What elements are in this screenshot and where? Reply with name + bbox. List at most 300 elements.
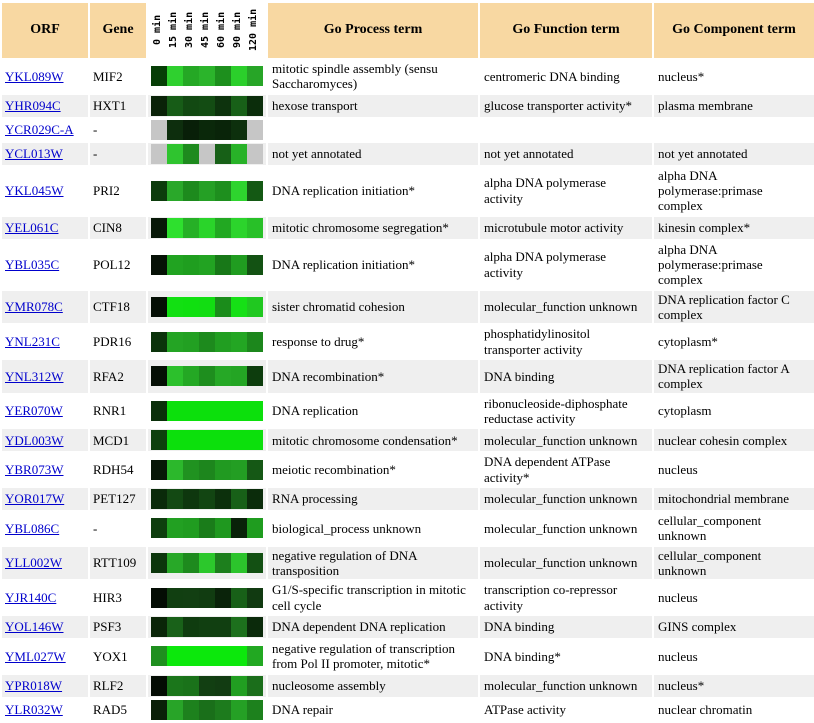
heatmap-cell xyxy=(247,588,263,608)
heatmap-cell xyxy=(151,181,167,201)
orf-cell xyxy=(2,325,88,358)
heatmap-cell xyxy=(183,218,199,238)
orf-cell xyxy=(2,429,88,451)
orf-cell xyxy=(2,675,88,697)
heatmap-cell xyxy=(167,120,183,140)
go-function-cell: molecular_function unknown xyxy=(484,520,638,536)
heatmap-cell xyxy=(231,646,247,666)
heatmap-cell xyxy=(199,66,215,86)
heatmap-cell xyxy=(151,676,167,696)
heatmap-cell xyxy=(231,120,247,140)
expression-heatmap-strip xyxy=(151,120,263,140)
heatmap-cell xyxy=(183,460,199,480)
table-row xyxy=(2,360,814,393)
heatmap-cell xyxy=(231,489,247,509)
orf-link[interactable]: YOL146W xyxy=(5,619,64,635)
orf-link[interactable]: YLL002W xyxy=(5,555,63,571)
go-component-cell: GINS complex xyxy=(654,616,814,638)
expression-heatmap-strip xyxy=(151,460,263,480)
heatmap-cell-group xyxy=(148,143,266,165)
heatmap-cell xyxy=(215,144,231,164)
heatmap-cell xyxy=(247,66,263,86)
go-process-cell: sister chromatid cohesion xyxy=(268,291,478,324)
expression-heatmap-strip xyxy=(151,617,263,637)
go-process-cell: DNA replication xyxy=(272,403,359,419)
orf-cell xyxy=(2,143,88,165)
heatmap-cell xyxy=(247,700,263,720)
gene-expression-page xyxy=(0,1,814,723)
expression-heatmap-strip xyxy=(151,332,263,352)
heatmap-cell-group xyxy=(148,699,266,721)
heatmap-cell xyxy=(183,518,199,538)
orf-link[interactable]: YKL089W xyxy=(5,68,64,84)
heatmap-cell xyxy=(151,96,167,116)
heatmap-cell xyxy=(231,460,247,480)
gene-cell: - xyxy=(93,121,98,137)
go-function-cell: alpha DNA polymerase activity xyxy=(484,175,607,206)
heatmap-cell xyxy=(151,460,167,480)
expression-heatmap-strip xyxy=(151,181,263,201)
go-component-cell: cytoplasm xyxy=(658,403,712,419)
heatmap-cell xyxy=(215,332,231,352)
heatmap-cell xyxy=(199,489,215,509)
heatmap-cell-group xyxy=(148,360,266,393)
go-component-cell: kinesin complex* xyxy=(654,217,814,239)
table-row xyxy=(2,95,814,117)
heatmap-cell xyxy=(231,255,247,275)
heatmap-cell xyxy=(167,489,183,509)
heatmap-cell xyxy=(215,218,231,238)
heatmap-cell xyxy=(151,66,167,86)
heatmap-cell xyxy=(167,66,183,86)
table-row xyxy=(2,640,814,673)
heatmap-cell xyxy=(231,181,247,201)
expression-heatmap-strip xyxy=(151,366,263,386)
go-component-cell: alpha DNA polymerase:primase complex xyxy=(658,241,763,288)
orf-cell xyxy=(2,581,88,614)
go-process-cell xyxy=(268,119,478,141)
heatmap-cell xyxy=(183,96,199,116)
go-function-cell: not yet annotated xyxy=(480,143,652,165)
go-component-cell: nuclear chromatin xyxy=(658,701,753,717)
heatmap-cell xyxy=(199,96,215,116)
heatmap-cell-group xyxy=(148,488,266,510)
orf-link[interactable]: YBL035C xyxy=(5,256,60,272)
go-process-cell: mitotic spindle assembly (sensu Saccharomyces) xyxy=(272,61,438,92)
heatmap-cell xyxy=(199,297,215,317)
go-process-cell: RNA processing xyxy=(268,488,478,510)
heatmap-cell xyxy=(247,332,263,352)
heatmap-cell xyxy=(199,676,215,696)
heatmap-cell-missing xyxy=(247,120,263,140)
heatmap-cell xyxy=(167,553,183,573)
go-process-cell: response to drug* xyxy=(272,333,365,349)
orf-link[interactable]: YER070W xyxy=(5,403,63,419)
go-process-cell: mitotic chromosome condensation* xyxy=(268,429,478,451)
heatmap-cell-group xyxy=(148,581,266,614)
heatmap-cell xyxy=(183,401,199,421)
expression-heatmap-strip xyxy=(151,144,263,164)
go-component-cell: cellular_component unknown xyxy=(654,547,814,580)
go-function-cell: microtubule motor activity xyxy=(480,217,652,239)
heatmap-cell xyxy=(183,366,199,386)
heatmap-cell xyxy=(199,518,215,538)
orf-link[interactable]: YLR032W xyxy=(5,701,63,717)
go-component-cell: nucleus xyxy=(658,589,698,605)
heatmap-cell xyxy=(151,366,167,386)
table-row xyxy=(2,581,814,614)
gene-cell: RDH54 xyxy=(93,461,134,477)
heatmap-cell xyxy=(183,700,199,720)
heatmap-cell xyxy=(151,518,167,538)
go-component-cell: cytoplasm* xyxy=(658,333,718,349)
heatmap-cell xyxy=(167,297,183,317)
table-row xyxy=(2,395,814,428)
orf-link[interactable]: YBL086C xyxy=(5,520,60,536)
orf-cell xyxy=(2,547,88,580)
heatmap-cell xyxy=(167,700,183,720)
heatmap-cell xyxy=(167,255,183,275)
heatmap-cell xyxy=(247,518,263,538)
gene-cell: CIN8 xyxy=(90,217,146,239)
table-row xyxy=(2,512,814,545)
orf-link[interactable]: YDL003W xyxy=(5,432,64,448)
go-process-cell: DNA replication initiation* xyxy=(272,256,415,272)
table-row xyxy=(2,241,814,289)
gene-cell: PDR16 xyxy=(93,333,132,349)
go-function-cell: ribonucleoside-diphosphate reductase activity xyxy=(484,395,628,426)
heatmap-cell xyxy=(183,489,199,509)
expression-heatmap-strip xyxy=(151,588,263,608)
table-row xyxy=(2,60,814,93)
column-header-timepoints xyxy=(148,3,266,58)
go-component-cell xyxy=(654,119,814,141)
heatmap-cell xyxy=(151,553,167,573)
expression-heatmap-strip xyxy=(151,430,263,450)
go-component-cell: nucleus xyxy=(658,461,698,477)
gene-cell: RFA2 xyxy=(90,360,146,393)
gene-cell: PRI2 xyxy=(93,182,120,198)
heatmap-cell xyxy=(199,181,215,201)
heatmap-cell xyxy=(231,553,247,573)
column-header-go-process: Go Process term xyxy=(268,3,478,58)
go-process-cell: DNA repair xyxy=(272,701,334,717)
expression-heatmap-strip xyxy=(151,297,263,317)
heatmap-cell-missing xyxy=(247,144,263,164)
heatmap-cell xyxy=(247,297,263,317)
go-function-cell: glucose transporter activity* xyxy=(480,95,652,117)
go-function-cell: phosphatidylinositol transporter activity xyxy=(484,326,591,357)
heatmap-cell xyxy=(215,297,231,317)
heatmap-cell xyxy=(183,332,199,352)
go-process-cell: G1/S-specific transcription in mitotic cell cycle xyxy=(272,582,466,613)
heatmap-cell-group xyxy=(148,217,266,239)
heatmap-cell-group xyxy=(148,547,266,580)
heatmap-cell xyxy=(215,96,231,116)
heatmap-cell xyxy=(183,297,199,317)
heatmap-cell xyxy=(183,66,199,86)
heatmap-cell xyxy=(167,218,183,238)
heatmap-cell xyxy=(247,255,263,275)
expression-heatmap-strip xyxy=(151,96,263,116)
heatmap-cell-group xyxy=(148,640,266,673)
gene-cell: RNR1 xyxy=(93,403,127,419)
table-row xyxy=(2,143,814,165)
heatmap-cell xyxy=(167,518,183,538)
go-function-cell: molecular_function unknown xyxy=(480,547,652,580)
heatmap-cell xyxy=(167,646,183,666)
table-row xyxy=(2,119,814,141)
heatmap-cell xyxy=(167,366,183,386)
go-function-cell: molecular_function unknown xyxy=(480,675,652,697)
heatmap-cell xyxy=(231,96,247,116)
heatmap-cell xyxy=(215,366,231,386)
expression-heatmap-strip xyxy=(151,255,263,275)
heatmap-cell xyxy=(215,181,231,201)
expression-heatmap-strip xyxy=(151,553,263,573)
heatmap-cell-group xyxy=(148,167,266,215)
orf-link[interactable]: YBR073W xyxy=(5,461,64,477)
heatmap-cell xyxy=(231,144,247,164)
orf-link[interactable]: YNL312W xyxy=(5,368,64,384)
heatmap-cell xyxy=(183,617,199,637)
heatmap-cell xyxy=(247,553,263,573)
heatmap-cell xyxy=(151,297,167,317)
timepoint-label: 0 min xyxy=(152,14,164,46)
timepoint-label: 90 min xyxy=(232,11,244,49)
heatmap-cell xyxy=(247,401,263,421)
orf-link[interactable]: YNL231C xyxy=(5,333,60,349)
heatmap-cell xyxy=(215,460,231,480)
heatmap-cell xyxy=(183,430,199,450)
heatmap-cell-group xyxy=(148,119,266,141)
heatmap-cell xyxy=(247,460,263,480)
heatmap-cell xyxy=(247,617,263,637)
heatmap-cell xyxy=(167,676,183,696)
gene-cell: PSF3 xyxy=(90,616,146,638)
heatmap-cell xyxy=(247,430,263,450)
gene-cell: CTF18 xyxy=(90,291,146,324)
gene-cell: - xyxy=(90,143,146,165)
heatmap-cell xyxy=(167,588,183,608)
heatmap-cell xyxy=(215,489,231,509)
heatmap-cell xyxy=(247,646,263,666)
heatmap-cell xyxy=(231,332,247,352)
expression-heatmap-strip xyxy=(151,218,263,238)
heatmap-cell xyxy=(231,518,247,538)
gene-cell: YOX1 xyxy=(93,648,128,664)
heatmap-cell xyxy=(151,332,167,352)
go-process-cell: negative regulation of transcription from Pol II promoter, mitotic* xyxy=(272,640,456,672)
gene-cell: RAD5 xyxy=(93,701,127,717)
heatmap-cell xyxy=(183,676,199,696)
heatmap-cell xyxy=(167,430,183,450)
heatmap-cell xyxy=(215,401,231,421)
go-function-cell: molecular_function unknown xyxy=(480,488,652,510)
heatmap-cell xyxy=(167,401,183,421)
go-component-cell: nucleus* xyxy=(654,675,814,697)
heatmap-cell xyxy=(167,460,183,480)
heatmap-cell xyxy=(199,430,215,450)
column-header-go-component: Go Component term xyxy=(654,3,814,58)
column-header-go-function: Go Function term xyxy=(480,3,652,58)
heatmap-cell xyxy=(183,646,199,666)
go-function-cell: alpha DNA polymerase activity xyxy=(484,249,607,280)
heatmap-cell-group xyxy=(148,453,266,486)
heatmap-cell xyxy=(151,700,167,720)
orf-cell xyxy=(2,512,88,545)
go-function-cell: DNA binding xyxy=(480,616,652,638)
heatmap-cell xyxy=(231,297,247,317)
go-function-cell: molecular_function unknown xyxy=(480,429,652,451)
heatmap-cell xyxy=(167,96,183,116)
go-component-cell: alpha DNA polymerase:primase complex xyxy=(658,167,763,214)
table-row xyxy=(2,616,814,638)
heatmap-cell xyxy=(215,553,231,573)
heatmap-cell xyxy=(247,676,263,696)
go-function-cell: transcription co-repressor activity xyxy=(484,582,618,613)
heatmap-cell-group xyxy=(148,291,266,324)
heatmap-cell xyxy=(199,588,215,608)
heatmap-cell xyxy=(167,617,183,637)
heatmap-cell-group xyxy=(148,616,266,638)
heatmap-cell xyxy=(151,588,167,608)
heatmap-cell xyxy=(215,646,231,666)
expression-heatmap-strip xyxy=(151,518,263,538)
gene-cell: RTT109 xyxy=(90,547,146,580)
heatmap-cell-group xyxy=(148,241,266,289)
heatmap-cell xyxy=(247,366,263,386)
heatmap-cell xyxy=(199,332,215,352)
heatmap-cell xyxy=(151,401,167,421)
heatmap-cell xyxy=(247,96,263,116)
heatmap-cell-group xyxy=(148,95,266,117)
heatmap-cell xyxy=(247,218,263,238)
heatmap-cell xyxy=(199,700,215,720)
orf-link[interactable]: YOR017W xyxy=(5,491,65,507)
orf-link[interactable]: YCR029C-A xyxy=(5,121,74,137)
table-row xyxy=(2,675,814,697)
go-process-cell: not yet annotated xyxy=(268,143,478,165)
heatmap-cell xyxy=(199,366,215,386)
heatmap-cell xyxy=(231,366,247,386)
gene-cell: MIF2 xyxy=(93,68,123,84)
gene-cell: MCD1 xyxy=(90,429,146,451)
heatmap-cell-group xyxy=(148,60,266,93)
go-component-cell: DNA replication factor C complex xyxy=(654,291,814,324)
orf-cell xyxy=(2,488,88,510)
table-row xyxy=(2,167,814,215)
heatmap-cell-group xyxy=(148,429,266,451)
heatmap-cell-group xyxy=(148,395,266,428)
orf-cell xyxy=(2,616,88,638)
orf-link[interactable]: YPR018W xyxy=(5,677,63,693)
go-component-cell: DNA replication factor A complex xyxy=(654,360,814,393)
expression-heatmap-strip xyxy=(151,646,263,666)
table-row xyxy=(2,291,814,324)
heatmap-cell xyxy=(167,181,183,201)
expression-heatmap-strip xyxy=(151,66,263,86)
heatmap-cell xyxy=(183,255,199,275)
orf-cell xyxy=(2,360,88,393)
heatmap-cell-missing xyxy=(151,120,167,140)
go-process-cell: biological_process unknown xyxy=(272,520,422,536)
orf-link[interactable]: YKL045W xyxy=(5,182,64,198)
orf-link[interactable]: YJR140C xyxy=(5,589,57,605)
heatmap-cell xyxy=(231,700,247,720)
heatmap-cell xyxy=(167,144,183,164)
orf-cell xyxy=(2,167,88,215)
timepoint-label: 45 min xyxy=(200,11,212,49)
heatmap-cell xyxy=(215,617,231,637)
expression-heatmap-strip xyxy=(151,489,263,509)
heatmap-cell xyxy=(231,430,247,450)
heatmap-cell-missing xyxy=(199,144,215,164)
go-component-cell: nucleus xyxy=(658,648,698,664)
heatmap-cell xyxy=(215,700,231,720)
orf-cell xyxy=(2,640,88,673)
orf-cell xyxy=(2,699,88,721)
expression-heatmap-strip xyxy=(151,401,263,421)
heatmap-cell xyxy=(199,646,215,666)
heatmap-cell xyxy=(247,181,263,201)
timepoint-label: 30 min xyxy=(184,11,196,49)
column-header-orf: ORF xyxy=(2,3,88,58)
go-component-cell: nuclear cohesin complex xyxy=(654,429,814,451)
heatmap-cell xyxy=(231,617,247,637)
orf-link[interactable]: YMR078C xyxy=(5,299,63,315)
orf-cell xyxy=(2,60,88,93)
go-process-cell: mitotic chromosome segregation* xyxy=(268,217,478,239)
heatmap-cell xyxy=(231,676,247,696)
heatmap-cell xyxy=(199,460,215,480)
go-function-cell: ATPase activity xyxy=(484,701,566,717)
heatmap-cell xyxy=(215,66,231,86)
heatmap-cell xyxy=(151,646,167,666)
go-process-cell: DNA replication initiation* xyxy=(272,182,415,198)
go-process-cell: nucleosome assembly xyxy=(268,675,478,697)
heatmap-cell xyxy=(151,255,167,275)
orf-cell xyxy=(2,453,88,486)
heatmap-cell-group xyxy=(148,675,266,697)
heatmap-cell xyxy=(215,430,231,450)
orf-link[interactable]: YCL013W xyxy=(5,145,63,161)
orf-cell xyxy=(2,291,88,324)
orf-link[interactable]: YEL061C xyxy=(5,219,59,235)
heatmap-cell xyxy=(199,218,215,238)
heatmap-cell xyxy=(215,518,231,538)
heatmap-cell xyxy=(231,401,247,421)
heatmap-cell xyxy=(199,255,215,275)
timepoint-label: 15 min xyxy=(168,11,180,49)
orf-link[interactable]: YML027W xyxy=(5,648,66,664)
column-header-gene: Gene xyxy=(90,3,146,58)
heatmap-cell xyxy=(183,553,199,573)
orf-cell xyxy=(2,241,88,289)
gene-expression-table xyxy=(0,1,814,723)
orf-link[interactable]: YHR094C xyxy=(5,97,61,113)
expression-heatmap-strip xyxy=(151,700,263,720)
go-function-cell xyxy=(480,119,652,141)
gene-cell: HIR3 xyxy=(93,589,122,605)
orf-cell xyxy=(2,395,88,428)
gene-cell: PET127 xyxy=(90,488,146,510)
gene-cell: POL12 xyxy=(93,256,131,272)
heatmap-cell xyxy=(151,430,167,450)
heatmap-cell xyxy=(183,144,199,164)
go-function-cell: molecular_function unknown xyxy=(480,291,652,324)
go-process-cell: hexose transport xyxy=(268,95,478,117)
